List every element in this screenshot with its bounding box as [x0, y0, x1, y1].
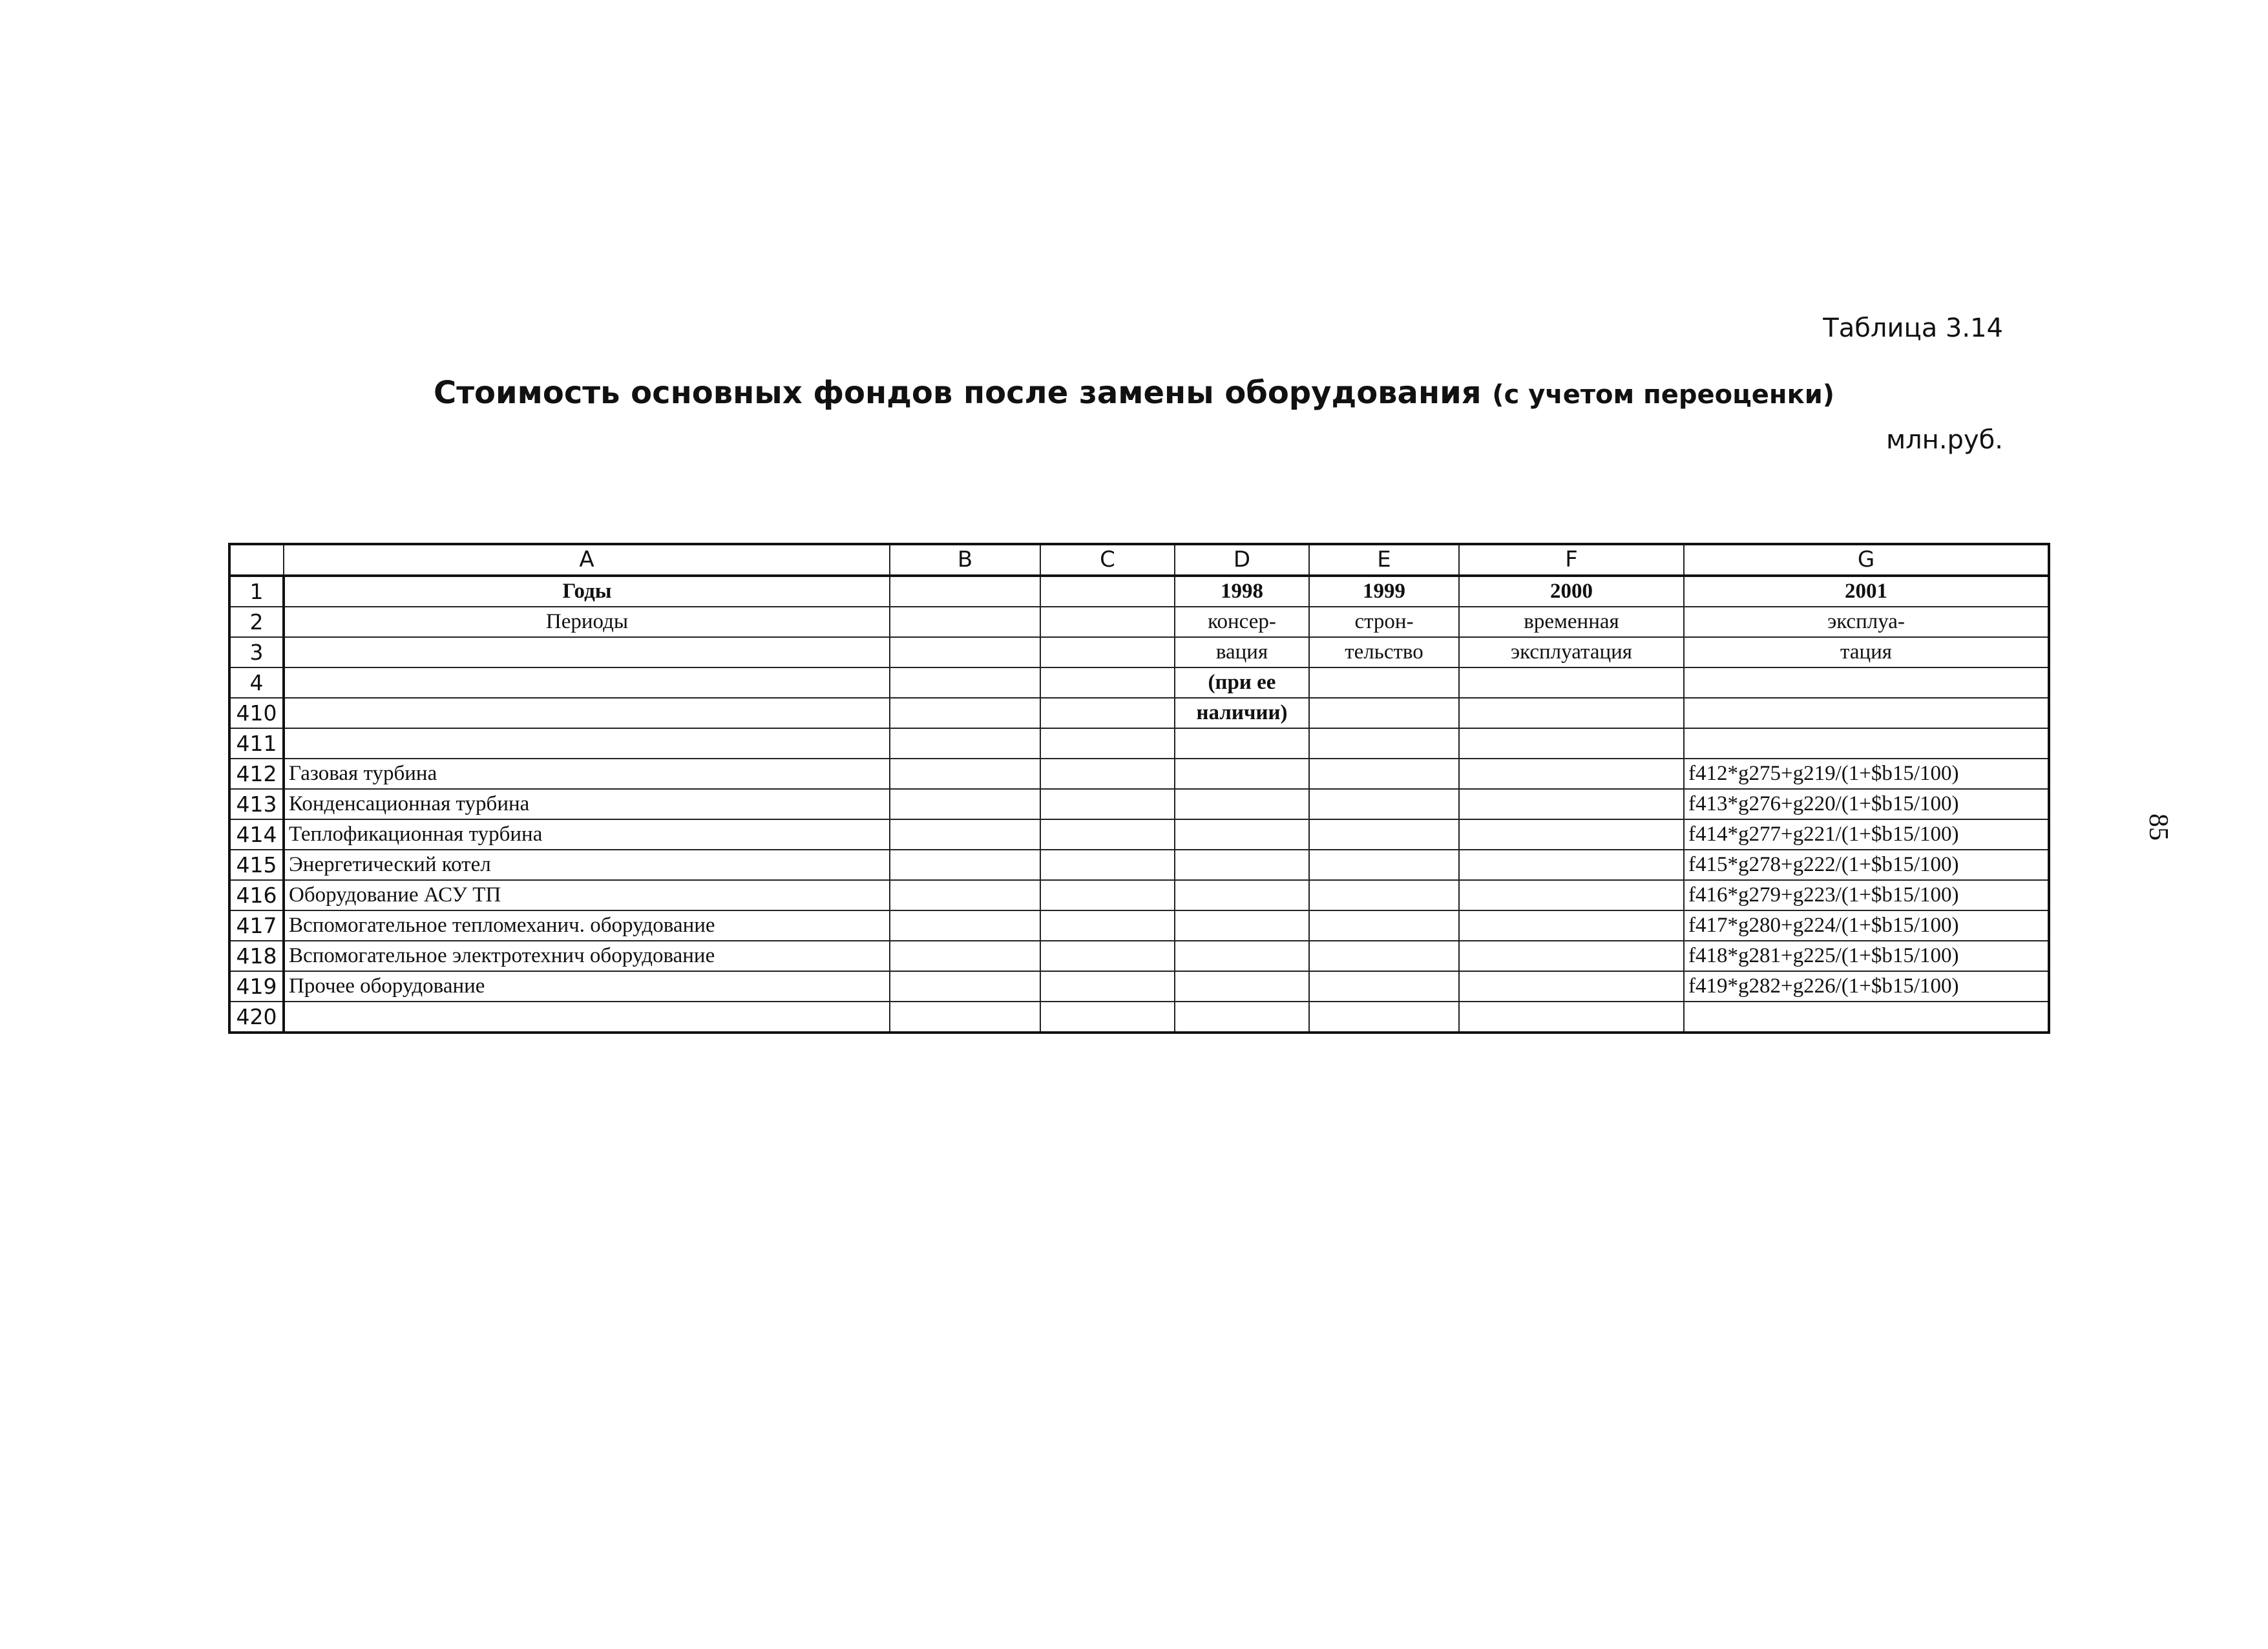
table-caption: Таблица 3.14 [1823, 313, 2003, 343]
cell-d[interactable]: вация [1175, 637, 1309, 667]
cell-e[interactable] [1309, 819, 1459, 850]
cell-d[interactable] [1175, 789, 1309, 819]
cell-f[interactable] [1459, 1002, 1684, 1033]
cell-b[interactable] [890, 971, 1040, 1002]
cell-b[interactable] [890, 1002, 1040, 1033]
cell-c[interactable] [1040, 1002, 1175, 1033]
row-header[interactable]: 419 [229, 971, 284, 1002]
cell-c[interactable] [1040, 910, 1175, 941]
cell-d[interactable] [1175, 941, 1309, 971]
column-header-g[interactable]: G [1684, 544, 2049, 576]
table-row [229, 941, 2049, 971]
cell-g[interactable]: f416*g279+g223/(1+$b15/100) [1684, 880, 2049, 910]
cell-b[interactable] [890, 910, 1040, 941]
table-row [229, 667, 2049, 698]
cell-b[interactable] [890, 880, 1040, 910]
table-row [229, 607, 2049, 637]
cell-e[interactable] [1309, 880, 1459, 910]
cell-e[interactable]: тельство [1309, 637, 1459, 667]
cell-c[interactable] [1040, 850, 1175, 880]
cell-c[interactable] [1040, 759, 1175, 789]
page-number: 85 [2143, 814, 2173, 841]
row-header[interactable]: 4 [229, 667, 284, 698]
row-header[interactable]: 415 [229, 850, 284, 880]
cell-b[interactable] [890, 819, 1040, 850]
cell-d[interactable] [1175, 759, 1309, 789]
cell-c[interactable] [1040, 667, 1175, 698]
cell-a[interactable]: Периоды [284, 607, 890, 637]
table-row [229, 1002, 2049, 1033]
cell-a[interactable] [284, 728, 890, 759]
column-header-f[interactable]: F [1459, 544, 1684, 576]
cell-g[interactable]: f415*g278+g222/(1+$b15/100) [1684, 850, 2049, 880]
cell-c[interactable] [1040, 941, 1175, 971]
cell-a[interactable]: Годы [284, 576, 890, 607]
cell-e[interactable] [1309, 667, 1459, 698]
cell-g[interactable] [1684, 698, 2049, 728]
cell-f[interactable] [1459, 698, 1684, 728]
column-header-d[interactable]: D [1175, 544, 1309, 576]
document-title-subtitle: (с учетом переоценки) [1492, 380, 1835, 410]
cell-a[interactable]: Вспомогательное электротехнич оборудование [284, 941, 890, 971]
cell-b[interactable] [890, 728, 1040, 759]
cell-b[interactable] [890, 759, 1040, 789]
cell-f[interactable] [1459, 759, 1684, 789]
table-row [229, 698, 2049, 728]
cell-b[interactable] [890, 941, 1040, 971]
cell-f[interactable] [1459, 789, 1684, 819]
cell-d[interactable] [1175, 1002, 1309, 1033]
row-header[interactable]: 1 [229, 576, 284, 607]
cell-a[interactable]: Газовая турбина [284, 759, 890, 789]
cell-g[interactable]: f413*g276+g220/(1+$b15/100) [1684, 789, 2049, 819]
row-header[interactable]: 414 [229, 819, 284, 850]
cell-f[interactable] [1459, 728, 1684, 759]
cell-g[interactable] [1684, 667, 2049, 698]
cell-g[interactable] [1684, 1002, 2049, 1033]
cell-c[interactable] [1040, 789, 1175, 819]
cell-d[interactable] [1175, 819, 1309, 850]
cell-f[interactable] [1459, 941, 1684, 971]
cell-e[interactable] [1309, 971, 1459, 1002]
cell-a[interactable]: Энергетический котел [284, 850, 890, 880]
cell-f[interactable] [1459, 667, 1684, 698]
cell-c[interactable] [1040, 971, 1175, 1002]
cell-b[interactable] [890, 607, 1040, 637]
document-title [229, 375, 2039, 411]
cell-g[interactable]: f419*g282+g226/(1+$b15/100) [1684, 971, 2049, 1002]
cell-c[interactable] [1040, 607, 1175, 637]
corner-cell[interactable] [229, 544, 284, 576]
row-header[interactable]: 417 [229, 910, 284, 941]
row-header[interactable]: 416 [229, 880, 284, 910]
cell-c[interactable] [1040, 576, 1175, 607]
cell-d[interactable] [1175, 910, 1309, 941]
row-header[interactable]: 411 [229, 728, 284, 759]
cell-d[interactable]: 1998 [1175, 576, 1309, 607]
table-row [229, 819, 2049, 850]
table-row [229, 850, 2049, 880]
cell-b[interactable] [890, 667, 1040, 698]
column-header-row [229, 544, 2049, 576]
cell-a[interactable] [284, 1002, 890, 1033]
cell-d[interactable]: (при ее [1175, 667, 1309, 698]
spreadsheet-table [228, 543, 2050, 1034]
cell-b[interactable] [890, 637, 1040, 667]
cell-c[interactable] [1040, 728, 1175, 759]
cell-e[interactable] [1309, 910, 1459, 941]
cell-d[interactable]: консер- [1175, 607, 1309, 637]
row-header[interactable]: 410 [229, 698, 284, 728]
cell-e[interactable] [1309, 1002, 1459, 1033]
column-header-a[interactable]: A [284, 544, 890, 576]
cell-g[interactable]: f418*g281+g225/(1+$b15/100) [1684, 941, 2049, 971]
cell-g[interactable]: эксплуа- [1684, 607, 2049, 637]
cell-e[interactable] [1309, 728, 1459, 759]
cell-e[interactable] [1309, 759, 1459, 789]
cell-g[interactable]: тация [1684, 637, 2049, 667]
cell-a[interactable] [284, 637, 890, 667]
cell-e[interactable] [1309, 941, 1459, 971]
table-row [229, 789, 2049, 819]
table-row [229, 910, 2049, 941]
cell-c[interactable] [1040, 698, 1175, 728]
cell-b[interactable] [890, 850, 1040, 880]
cell-a[interactable] [284, 667, 890, 698]
cell-c[interactable] [1040, 880, 1175, 910]
cell-c[interactable] [1040, 819, 1175, 850]
row-header[interactable]: 420 [229, 1002, 284, 1033]
cell-d[interactable] [1175, 971, 1309, 1002]
cell-a[interactable] [284, 698, 890, 728]
table-row [229, 880, 2049, 910]
cell-f[interactable] [1459, 971, 1684, 1002]
cell-e[interactable]: 1999 [1309, 576, 1459, 607]
cell-b[interactable] [890, 789, 1040, 819]
table-row [229, 576, 2049, 607]
cell-a[interactable]: Конденсационная турбина [284, 789, 890, 819]
cell-e[interactable] [1309, 789, 1459, 819]
table-row [229, 728, 2049, 759]
cell-d[interactable] [1175, 880, 1309, 910]
cell-a[interactable]: Оборудование АСУ ТП [284, 880, 890, 910]
cell-d[interactable]: наличии) [1175, 698, 1309, 728]
cell-b[interactable] [890, 698, 1040, 728]
column-header-b[interactable]: B [890, 544, 1040, 576]
cell-g[interactable]: f414*g277+g221/(1+$b15/100) [1684, 819, 2049, 850]
cell-d[interactable] [1175, 728, 1309, 759]
cell-f[interactable] [1459, 819, 1684, 850]
column-header-e[interactable]: E [1309, 544, 1459, 576]
row-header[interactable]: 3 [229, 637, 284, 667]
table-row [229, 971, 2049, 1002]
row-header[interactable]: 413 [229, 789, 284, 819]
cell-g[interactable]: f417*g280+g224/(1+$b15/100) [1684, 910, 2049, 941]
column-header-c[interactable]: C [1040, 544, 1175, 576]
cell-a[interactable]: Теплофикационная турбина [284, 819, 890, 850]
cell-g[interactable]: 2001 [1684, 576, 2049, 607]
cell-e[interactable] [1309, 850, 1459, 880]
cell-a[interactable]: Прочее оборудование [284, 971, 890, 1002]
row-header[interactable]: 412 [229, 759, 284, 789]
cell-f[interactable] [1459, 910, 1684, 941]
table-row [229, 637, 2049, 667]
row-header[interactable]: 2 [229, 607, 284, 637]
cell-g[interactable]: f412*g275+g219/(1+$b15/100) [1684, 759, 2049, 789]
cell-b[interactable] [890, 576, 1040, 607]
cell-f[interactable]: временная [1459, 607, 1684, 637]
cell-a[interactable]: Вспомогательное тепломеханич. оборудование [284, 910, 890, 941]
cell-e[interactable] [1309, 698, 1459, 728]
document-title-main: Стоимость основных фондов после замены оборудования [433, 375, 1482, 411]
table-row [229, 759, 2049, 789]
cell-f[interactable]: 2000 [1459, 576, 1684, 607]
cell-f[interactable]: эксплуатация [1459, 637, 1684, 667]
cell-c[interactable] [1040, 637, 1175, 667]
cell-f[interactable] [1459, 850, 1684, 880]
cell-g[interactable] [1684, 728, 2049, 759]
cell-e[interactable]: строн- [1309, 607, 1459, 637]
cell-d[interactable] [1175, 850, 1309, 880]
cell-f[interactable] [1459, 880, 1684, 910]
row-header[interactable]: 418 [229, 941, 284, 971]
units-label: млн.руб. [1885, 425, 2003, 455]
